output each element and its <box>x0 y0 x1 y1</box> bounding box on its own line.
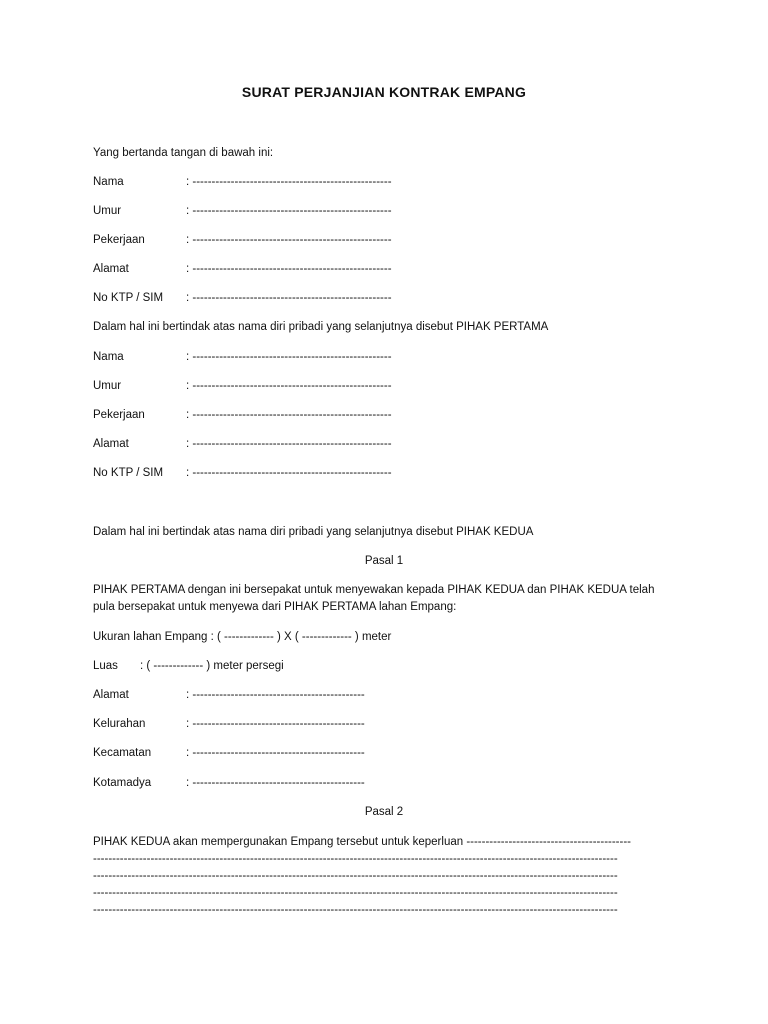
location-field-alamat <box>93 688 365 702</box>
field-value: : --------------------------------------------- <box>186 777 365 789</box>
field-label: Alamat <box>93 438 129 450</box>
luas-field <box>93 659 284 673</box>
field-label: Pekerjaan <box>93 234 145 246</box>
field-label: Alamat <box>93 689 129 701</box>
field-label: Kecamatan <box>93 747 152 759</box>
party2-field-alamat <box>93 437 392 451</box>
field-value: : ---------------------------------------------------- <box>186 263 392 275</box>
pasal1-heading: Pasal 1 <box>364 555 404 567</box>
luas-value: : ( ------------- ) meter persegi <box>140 660 284 672</box>
field-value: : ---------------------------------------------------- <box>186 234 392 246</box>
field-label: Umur <box>93 205 122 217</box>
party1-field-umur <box>93 204 392 218</box>
party1-field-alamat <box>93 262 392 276</box>
field-value: : ---------------------------------------------------- <box>186 409 392 421</box>
field-label: Nama <box>93 176 124 188</box>
party2-statement: Dalam hal ini bertindak atas nama diri pribadi yang selanjutnya disebut PIHAK KEDUA <box>93 526 534 538</box>
pasal2-heading: Pasal 2 <box>364 806 404 818</box>
pasal2-text: PIHAK KEDUA akan mempergunakan Empang tersebut untuk keperluan ------------------------------------------- <box>93 836 631 848</box>
party2-field-ktp <box>93 466 392 480</box>
field-value: : --------------------------------------------- <box>186 718 365 730</box>
party2-field-umur <box>93 379 392 393</box>
party2-field-nama <box>93 350 392 364</box>
field-value: : ---------------------------------------------------- <box>186 351 392 363</box>
field-value: : ---------------------------------------------------- <box>186 176 392 188</box>
field-value: : ---------------------------------------------------- <box>186 292 392 304</box>
field-value: : ---------------------------------------------------- <box>186 205 392 217</box>
location-field-kecamatan <box>93 746 365 760</box>
field-label: Kelurahan <box>93 718 146 730</box>
field-value: : ---------------------------------------------------- <box>186 467 392 479</box>
pasal2-dash-line: ----------------------------------------------------------------------------------------------------------------------------------------- <box>93 887 618 899</box>
party1-field-pekerjaan <box>93 233 392 247</box>
field-label: Umur <box>93 380 122 392</box>
document-title: SURAT PERJANJIAN KONTRAK EMPANG <box>241 84 527 100</box>
pasal2-dash-line: ----------------------------------------------------------------------------------------------------------------------------------------- <box>93 904 618 916</box>
field-label: Pekerjaan <box>93 409 145 421</box>
ukuran-lahan: Ukuran lahan Empang : ( ------------- ) X ( ------------- ) meter <box>93 631 392 643</box>
party1-field-ktp <box>93 291 392 305</box>
field-value: : ---------------------------------------------------- <box>186 380 392 392</box>
field-label: No KTP / SIM <box>93 292 164 304</box>
location-field-kelurahan <box>93 717 365 731</box>
field-label: Alamat <box>93 263 129 275</box>
field-value: : --------------------------------------------- <box>186 747 365 759</box>
field-label: No KTP / SIM <box>93 467 164 479</box>
pasal2-dash-line: ----------------------------------------------------------------------------------------------------------------------------------------- <box>93 870 618 882</box>
field-label: Kotamadya <box>93 777 152 789</box>
field-value: : ---------------------------------------------------- <box>186 438 392 450</box>
intro-text: Yang bertanda tangan di bawah ini: <box>93 147 274 159</box>
party1-field-nama <box>93 175 392 189</box>
pasal1-text: PIHAK PERTAMA dengan ini bersepakat untuk menyewakan kepada PIHAK KEDUA dan PIHAK KEDUA telah pula bersepakat untuk menyewa dari PIHAK PERTAMA lahan Empang: <box>93 584 655 613</box>
field-value: : --------------------------------------------- <box>186 689 365 701</box>
party1-statement: Dalam hal ini bertindak atas nama diri pribadi yang selanjutnya disebut PIHAK PERTAMA <box>93 321 549 333</box>
pasal2-dash-line: ----------------------------------------------------------------------------------------------------------------------------------------- <box>93 853 618 865</box>
location-field-kotamadya <box>93 776 365 790</box>
field-label: Nama <box>93 351 124 363</box>
party2-field-pekerjaan <box>93 408 392 422</box>
luas-label: Luas <box>93 660 118 672</box>
